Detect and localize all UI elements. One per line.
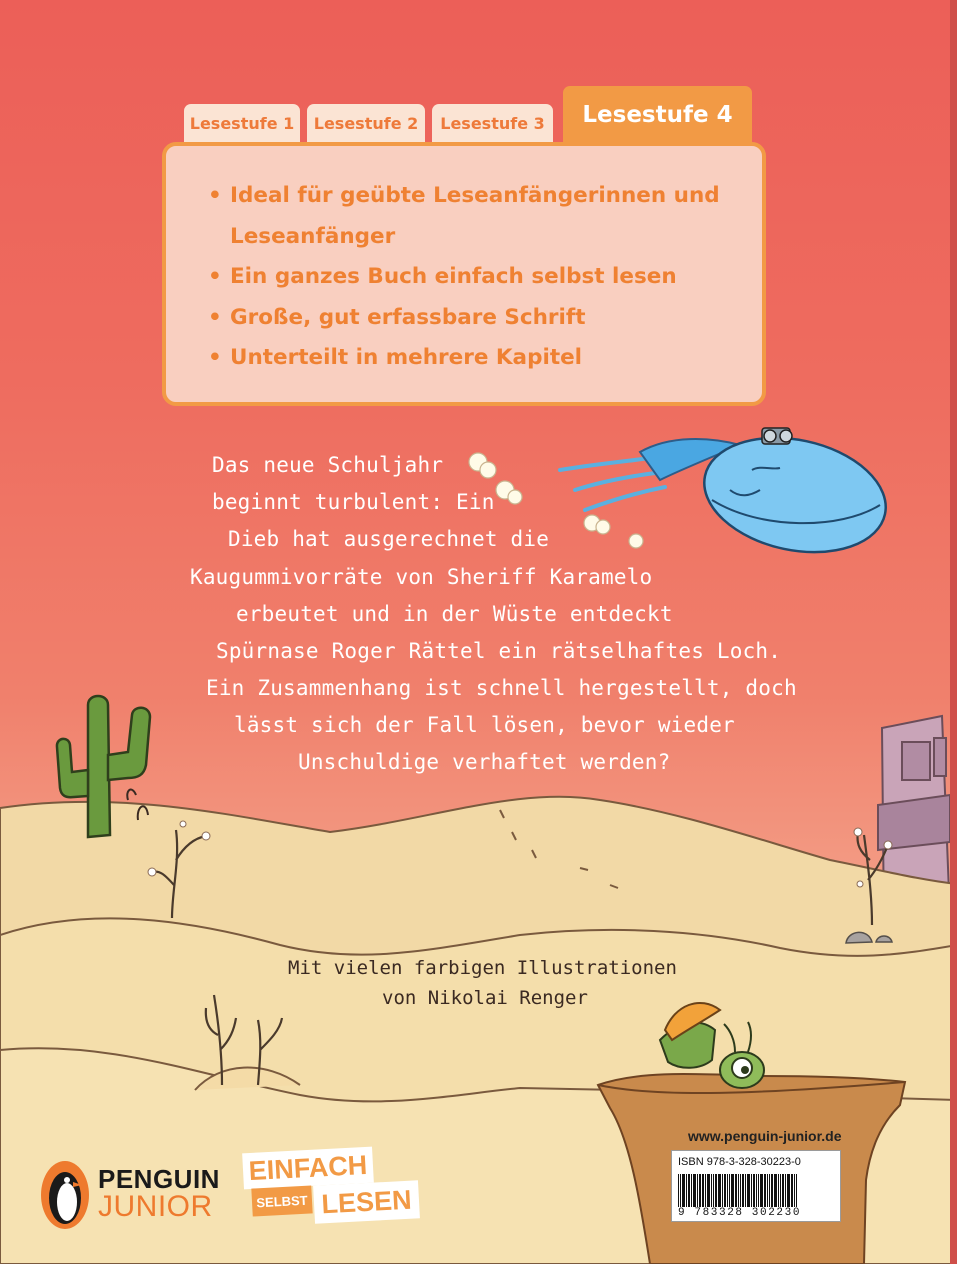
ean-digits: 9 783328 302230 [678, 1207, 802, 1219]
blurb-line: Spürnase Roger Rättel ein rätselhaftes Loch. [216, 639, 782, 663]
barcode-bars [678, 1174, 834, 1207]
blurb-line: Das neue Schuljahr [212, 453, 444, 477]
illustrator-credit-line: Mit vielen farbigen Illustrationen [288, 957, 677, 979]
blurb-line: Ein Zusammenhang ist schnell hergestellt, doch [206, 676, 797, 700]
series-logo-lesen: LESEN [313, 1180, 420, 1223]
publisher-website[interactable]: www.penguin-junior.de [688, 1128, 842, 1144]
blurb-line: lässt sich der Fall lösen, bevor wieder [234, 713, 735, 737]
spine-edge [950, 0, 957, 1264]
blurb-line: Kaugummivorräte von Sheriff Karamelo [190, 565, 653, 589]
blurb-line: Dieb hat ausgerechnet die [228, 527, 550, 551]
publisher-imprint: JUNIOR [98, 1190, 213, 1223]
series-logo-einfach: EINFACH [242, 1147, 374, 1190]
blurb-line: Unschuldige verhaftet werden? [298, 750, 671, 774]
feature-item: • Ideal für geübte Leseanfängerinnen und Leseanfänger [208, 176, 748, 257]
tab-lesestufe-2[interactable]: Lesestufe 2 [307, 104, 425, 142]
publisher-name: PENGUIN [98, 1164, 220, 1194]
feature-item: • Ein ganzes Buch einfach selbst lesen [208, 257, 748, 298]
isbn-label: ISBN 978-3-328-30223-0 [678, 1156, 801, 1168]
tab-lesestufe-4[interactable]: Lesestufe 4 [563, 86, 752, 144]
flying-pod-illustration [560, 422, 896, 568]
penguin-logo-icon [40, 1160, 90, 1230]
feature-item: • Große, gut erfassbare Schrift [208, 298, 748, 339]
reading-level-infobox [162, 142, 766, 406]
series-logo-selbst: SELBST [251, 1185, 312, 1216]
illustrator-credit-line: von Nikolai Renger [382, 987, 588, 1009]
feature-item: • Unterteilt in mehrere Kapitel [208, 338, 748, 379]
tab-lesestufe-1[interactable]: Lesestufe 1 [184, 104, 300, 142]
blurb-line: beginnt turbulent: Ein [212, 490, 495, 514]
feature-list [208, 176, 748, 379]
tab-lesestufe-3[interactable]: Lesestufe 3 [432, 104, 553, 142]
isbn-barcode [671, 1150, 841, 1222]
blurb-line: erbeutet und in der Wüste entdeckt [236, 602, 673, 626]
